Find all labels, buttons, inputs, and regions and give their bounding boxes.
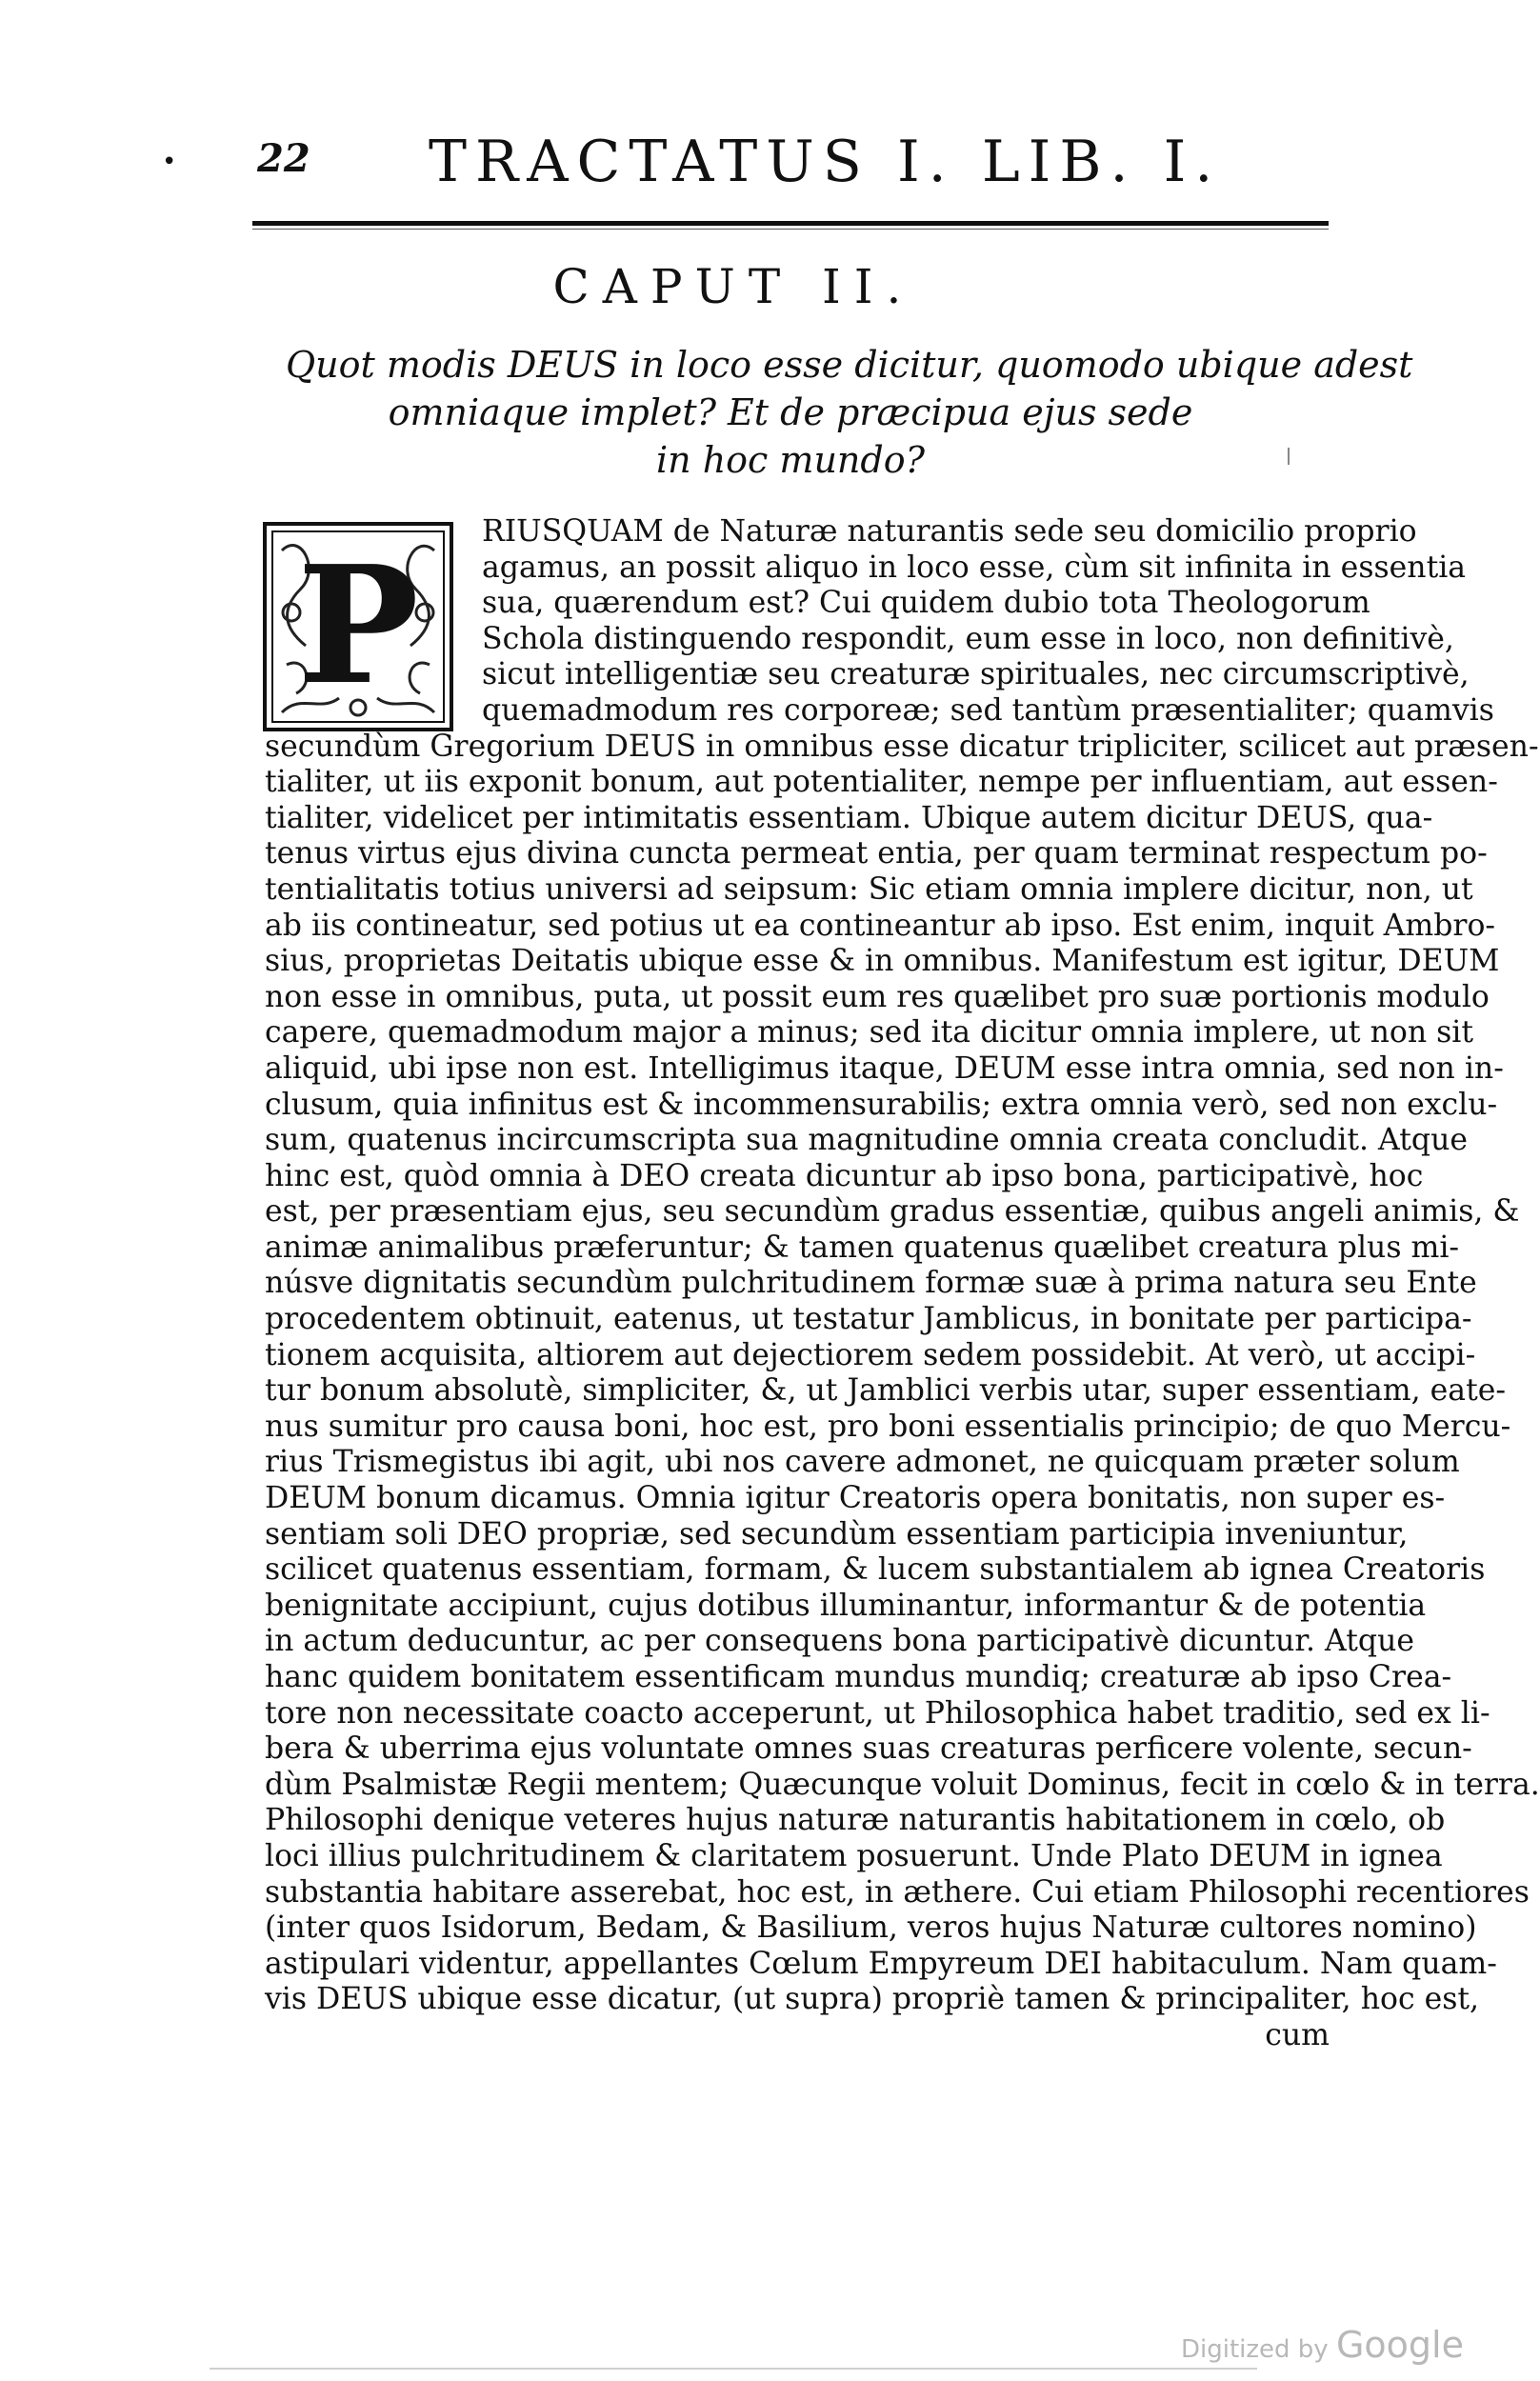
text-line: RIUSQUAM de Naturæ naturantis sede seu domicilio proprio (482, 514, 1417, 549)
text-line: dùm Psalmistæ Regii mentem; Quæcunque voluit Dominus, fecit in cœlo & in terra. (265, 1767, 1540, 1802)
text-line: agamus, an possit aliquo in loco esse, cùm sit infinita in essentia (482, 550, 1467, 585)
chapter-title: CAPUT II. (552, 259, 915, 314)
subtitle-line: Quot modis DEUS in loco esse dicitur, quomodo ubique adest (286, 344, 1413, 386)
page-number: 22 (257, 136, 310, 181)
text-line: (inter quos Isidorum, Bedam, & Basilium, veros hujus Naturæ cultores nomino) (265, 1911, 1477, 1946)
text-line: cum (1265, 2017, 1330, 2052)
text-line: nus sumitur pro causa boni, hoc est, pro boni essentialis principio; de quo Mercu- (265, 1409, 1511, 1444)
text-line: DEUM bonum dicamus. Omnia igitur Creatoris opera bonitatis, non super es- (265, 1481, 1446, 1516)
text-line: substantia habitare asserebat, hoc est, in æthere. Cui etiam Philosophi recentiores (265, 1874, 1530, 1910)
text-line: clusum, quia infinitus est & incommensurabilis; extra omnia verò, sed non exclu- (265, 1087, 1498, 1122)
drop-cap-letter: P (297, 530, 419, 721)
text-line: quemadmodum res corporeæ; sed tantùm præsentialiter; quamvis (482, 692, 1494, 728)
text-line: Philosophi denique veteres hujus naturæ naturantis habitationem in cœlo, ob (265, 1803, 1446, 1838)
running-title: TRACTATUS I. LIB. I. (429, 129, 1222, 195)
text-line: sum, quatenus incircumscripta sua magnitudine omnia creata concludit. Atque (265, 1123, 1468, 1158)
text-line: rius Trismegistus ibi agit, ubi nos cavere admonet, ne quicquam præter solum (265, 1445, 1460, 1480)
text-line: sentiam soli DEO propriæ, sed secundùm essentiam participia inveniuntur, (265, 1516, 1409, 1551)
google-brand: Google (1335, 2324, 1464, 2366)
text-line: aliquid, ubi ipse non est. Intelligimus itaque, DEUM esse intra omnia, sed non in- (265, 1050, 1504, 1086)
margin-mark (1288, 448, 1290, 465)
text-line: loci illius pulchritudinem & claritatem posuerunt. Unde Plato DEUM in ignea (265, 1838, 1443, 1873)
text-line: sius, proprietas Deitatis ubique esse & in omnibus. Manifestum est igitur, DEUM (265, 944, 1500, 979)
text-line: bera & uberrima ejus voluntate omnes suas creaturas perficere volente, secun- (265, 1731, 1472, 1767)
text-line: tentialitatis totius universi ad seipsum: Sic etiam omnia implere dicitur, non, ut (265, 871, 1473, 907)
text-line: tore non necessitate coacto acceperunt, ut Philosophica habet traditio, sed ex li- (265, 1695, 1490, 1731)
digitized-watermark (1181, 2324, 1464, 2366)
text-line: procedentem obtinuit, eatenus, ut testatur Jamblicus, in bonitate per participa- (265, 1302, 1472, 1337)
text-line: tur bonum absolutè, simpliciter, &, ut Jamblici verbis utar, super essentiam, eate- (265, 1373, 1507, 1409)
scan-edge (210, 2368, 1257, 2370)
text-line: Schola distinguendo respondit, eum esse in loco, non definitivè, (482, 621, 1454, 656)
running-head (162, 129, 1333, 195)
text-line: astipulari videntur, appellantes Cœlum Empyreum DEI habitaculum. Nam quam- (265, 1946, 1497, 1981)
text-line: núsve dignitatis secundùm pulchritudinem formæ suæ à prima natura seu Ente (265, 1266, 1477, 1301)
header-rule (252, 221, 1329, 226)
subtitle-line: omniaque implet? Et de præcipua ejus sede (388, 391, 1193, 433)
subtitle-line: in hoc mundo? (656, 439, 925, 481)
text-line: benignitate accipiunt, cujus dotibus illuminantur, informantur & de potentia (265, 1588, 1427, 1623)
digitized-label: Digitized by (1181, 2335, 1329, 2364)
text-line: tionem acquisita, altiorem aut dejectiorem sedem possidebit. At verò, ut accipi- (265, 1337, 1476, 1372)
text-line: animæ animalibus præferuntur; & tamen quatenus quælibet creatura plus mi- (265, 1230, 1460, 1265)
text-line: hanc quidem bonitatem essentificam mundus mundiq; creaturæ ab ipso Crea- (265, 1660, 1452, 1694)
chapter-subtitle (286, 341, 1413, 484)
text-line: in actum deducuntur, ac per consequens bona participativè dicuntur. Atque (265, 1624, 1414, 1659)
text-line: vis DEUS ubique esse dicatur, (ut supra) propriè tamen & principaliter, hoc est, (265, 1982, 1480, 2017)
text-line: scilicet quatenus essentiam, formam, & lucem substantialem ab ignea Creatoris (265, 1552, 1486, 1588)
header-rule-thin (252, 229, 1329, 230)
body-text (265, 514, 1540, 2054)
text-line: est, per præsentiam ejus, seu secundùm gradus essentiæ, quibus angeli animis, & (265, 1194, 1520, 1230)
text-line: non esse in omnibus, puta, ut possit eum res quælibet pro suæ portionis modulo (265, 979, 1490, 1014)
text-line: secundùm Gregorium DEUS in omnibus esse dicatur tripliciter, scilicet aut præsen- (265, 729, 1539, 764)
text-line: hinc est, quòd omnia à DEO creata dicuntur ab ipso bona, participativè, hoc (265, 1158, 1424, 1193)
margin-bullet: • (162, 148, 177, 176)
text-line: tialiter, videlicet per intimitatis essentiam. Ubique autem dicitur DEUS, qua- (265, 800, 1433, 835)
text-line: ab iis contineatur, sed potius ut ea contineantur ab ipso. Est enim, inquit Ambro- (265, 908, 1496, 943)
text-line: sua, quærendum est? Cui quidem dubio tota Theologorum (482, 586, 1370, 621)
text-line: tialiter, ut iis exponit bonum, aut potentialiter, nempe per influentiam, aut essen- (265, 765, 1498, 800)
text-line: tenus virtus ejus divina cuncta permeat entia, per quam terminat respectum po- (265, 836, 1488, 871)
text-line: capere, quemadmodum major a minus; sed ita dicitur omnia implere, ut non sit (265, 1015, 1474, 1050)
text-line: sicut intelligentiæ seu creaturæ spirituales, nec circumscriptivè, (482, 657, 1470, 692)
